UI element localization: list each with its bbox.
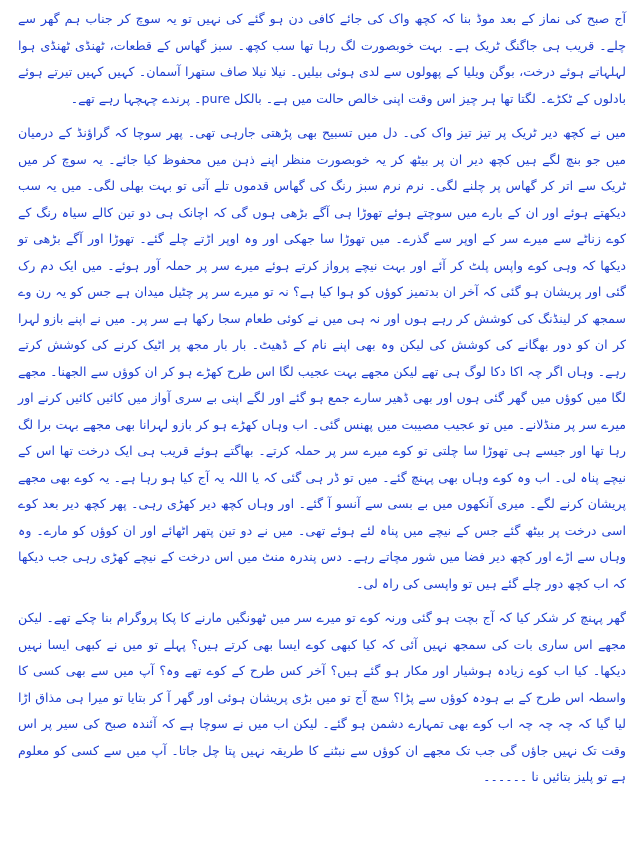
paragraph-reflection: گھر پہنچ کر شکر کیا کہ آج بچت ہو گئی ورنہ کوے تو میرے سر میں ٹھونگیں مارنے کا پکا پروگرام بنا چکے تھے۔ لیکن مجھے اس ساری بات کی سمجھ نہیں آئی کہ کیا کبھی کوے ایسا بھی کرتے ہیں؟ پہلے تو میں نے کبھی ایسا نہیں دیکھا۔ کیا اب کوے زیادہ ہوشیار اور مکار ہو گئے ہیں؟ آخر کس طرح کے کوے تھے وہ؟ آپ میں سے بھی کسی کا واسطہ اس طرح کے بے ہودہ کوؤں سے پڑا؟ سچ آج تو میں بڑی پریشان ہوئی اور گھر آ کر بتایا تو میرا ہی مذاق اڑا لیا گیا کہ چہ چہ چہ اب کوے بھی تمہارے دشمن ہو گئے۔ لیکن اب میں نے سوچا ہے کہ آئندہ صبح کی سیر پر اس وقت تک نہیں جاؤں گی جب تک مجھے ان کوؤں سے نبٹنے کا طریقہ نہیں پتا چل جاتا۔ آپ میں سے کسی کو معلوم ہے تو پلیز بتائیں نا ۔۔۔۔۔۔ <box>18 610 626 784</box>
paragraph-morning-walk: آج صبح کی نماز کے بعد موڈ بنا کہ کچھ واک کی جائے کافی دن ہو گئے کی نہیں تو یہ سوچ کر جناب ہم گھر سے چلے۔ قریب ہی جاگنگ ٹریک ہے۔ بہت خوبصورت لگ رہا تھا سب کچھ۔ سبز گھاس کے قطعات، ٹھنڈی ٹھنڈی ہوا لہلہاتے ہوئے درخت، بوگن ویلیا کے پھولوں سے لدی ہوئی بیلیں۔ نیلا نیلا صاف ستھرا آسمان۔ کہیں کہیں تیرتے ہوئے بادلوں کے ٹکڑے۔ لگتا تھا ہر چیز اس وقت اپنی خالص حالت میں ہے۔ بالکل pure۔ پرندے چہچہا رہے تھے۔ <box>18 11 626 106</box>
urdu-article-text <box>18 6 626 846</box>
paragraph-crow-attack: میں نے کچھ دیر ٹریک پر تیز تیز واک کی۔ دل میں تسبیح بھی پڑھتی جارہی تھی۔ پھر سوچا کہ گراؤنڈ کے درمیان میں جو بنچ لگے ہیں کچھ دیر ان پر بیٹھ کر یہ خوبصورت منظر اپنے ذہن میں محفوظ کیا جائے۔ یہ سوچ کر میں ٹریک سے اتر کر گھاس پر چلنے لگی۔ نرم نرم سبز رنگ کی گھاس قدموں تلے آتی تو بہت بھلی لگی۔ میں یہ سب دیکھتے ہوئے اور ان کے بارے میں سوچتے ہوئے تھوڑا ہی آگے بڑھی ہوں گی کہ اچانک ہی دو تین کالے سیاہ رنگ کے کوے زناٹے سے میرے سر کے اوپر سے گذرے۔ میں تھوڑا سا جھکی اور وہ اوپر اڑتے چلے گئے۔ تھوڑا اور آگے بڑھی تو دیکھا کہ وہی کوے واپس پلٹ کر آئے اور بہت نیچے پرواز کرتے ہوئے میرے سر پر حملہ آور ہوئے۔ میں ایک دم رک گئی اور پریشان ہو گئی کہ آخر ان بدتمیز کوؤں کو ہوا کیا ہے؟ نہ تو میرے سر پر چٹیل میدان ہے جس کو یہ رن وے سمجھ کر لینڈنگ کی کوشش کر رہے ہوں اور نہ ہی میں نے کوئی طعام سجا رکھا ہے سر پر۔ میں نے اپنے بازو لہرا کر ان کو دور بھگانے کی کوشش کی لیکن وہ بھی اپنے نام کے ڈھیٹ۔ بار بار مجھ پر اٹیک کرنے کی کوشش کرتے رہے۔ وہاں اگر چہ اکا دکا لوگ ہی تھے لیکن مجھے بہت عجیب لگا اس طرح کھڑے ہو کر ان کوؤں سے الجھنا۔ مجھے لگا میں کوؤں میں گھر گئی ہوں اور بھی ڈھیر سارے جمع ہو گئے اور لگے اپنی بے سری آواز میں کائیں کائیں کرنے اور میرے سر پر منڈلانے۔ میں تو عجیب مصیبت میں پھنس گئی۔ اب وہاں کھڑے ہو کر بازو لہرانا بھی مجھے بہت برا لگ رہا تھا اور جیسے ہی تھوڑا سا چلتی تو کوے میرے سر پر حملہ کرتے۔ بھاگتے ہوئے قریب ہی ایک درخت تھا اس کے نیچے پناہ لی۔ اب وہ کوے وہاں بھی پہنچ گئے۔ میں تو ڈر ہی گئی کہ یا اللہ یہ آج کیا ہو رہا ہے۔ یہ کوے بھی مجھے پریشان کرنے لگے۔ میری آنکھوں میں بے بسی سے آنسو آ گئے۔ اور وہاں کچھ دیر کھڑی رہی۔ پھر کچھ دیر بعد کوے اسی درخت پر بیٹھ گئے جس کے نیچے میں پناہ لئے ہوئے تھی۔ میں نے دو تین پتھر اٹھائے اور ان کوؤں کو مارے۔ وہ وہاں سے اڑے اور کچھ دیر فضا میں شور مچاتے رہے۔ دس پندرہ منٹ میں اس درخت کے نیچے کھڑی رہی جب دیکھا کہ اب کچھ دور چلے گئے ہیں تو واپسی کی راہ لی۔ <box>18 125 626 591</box>
